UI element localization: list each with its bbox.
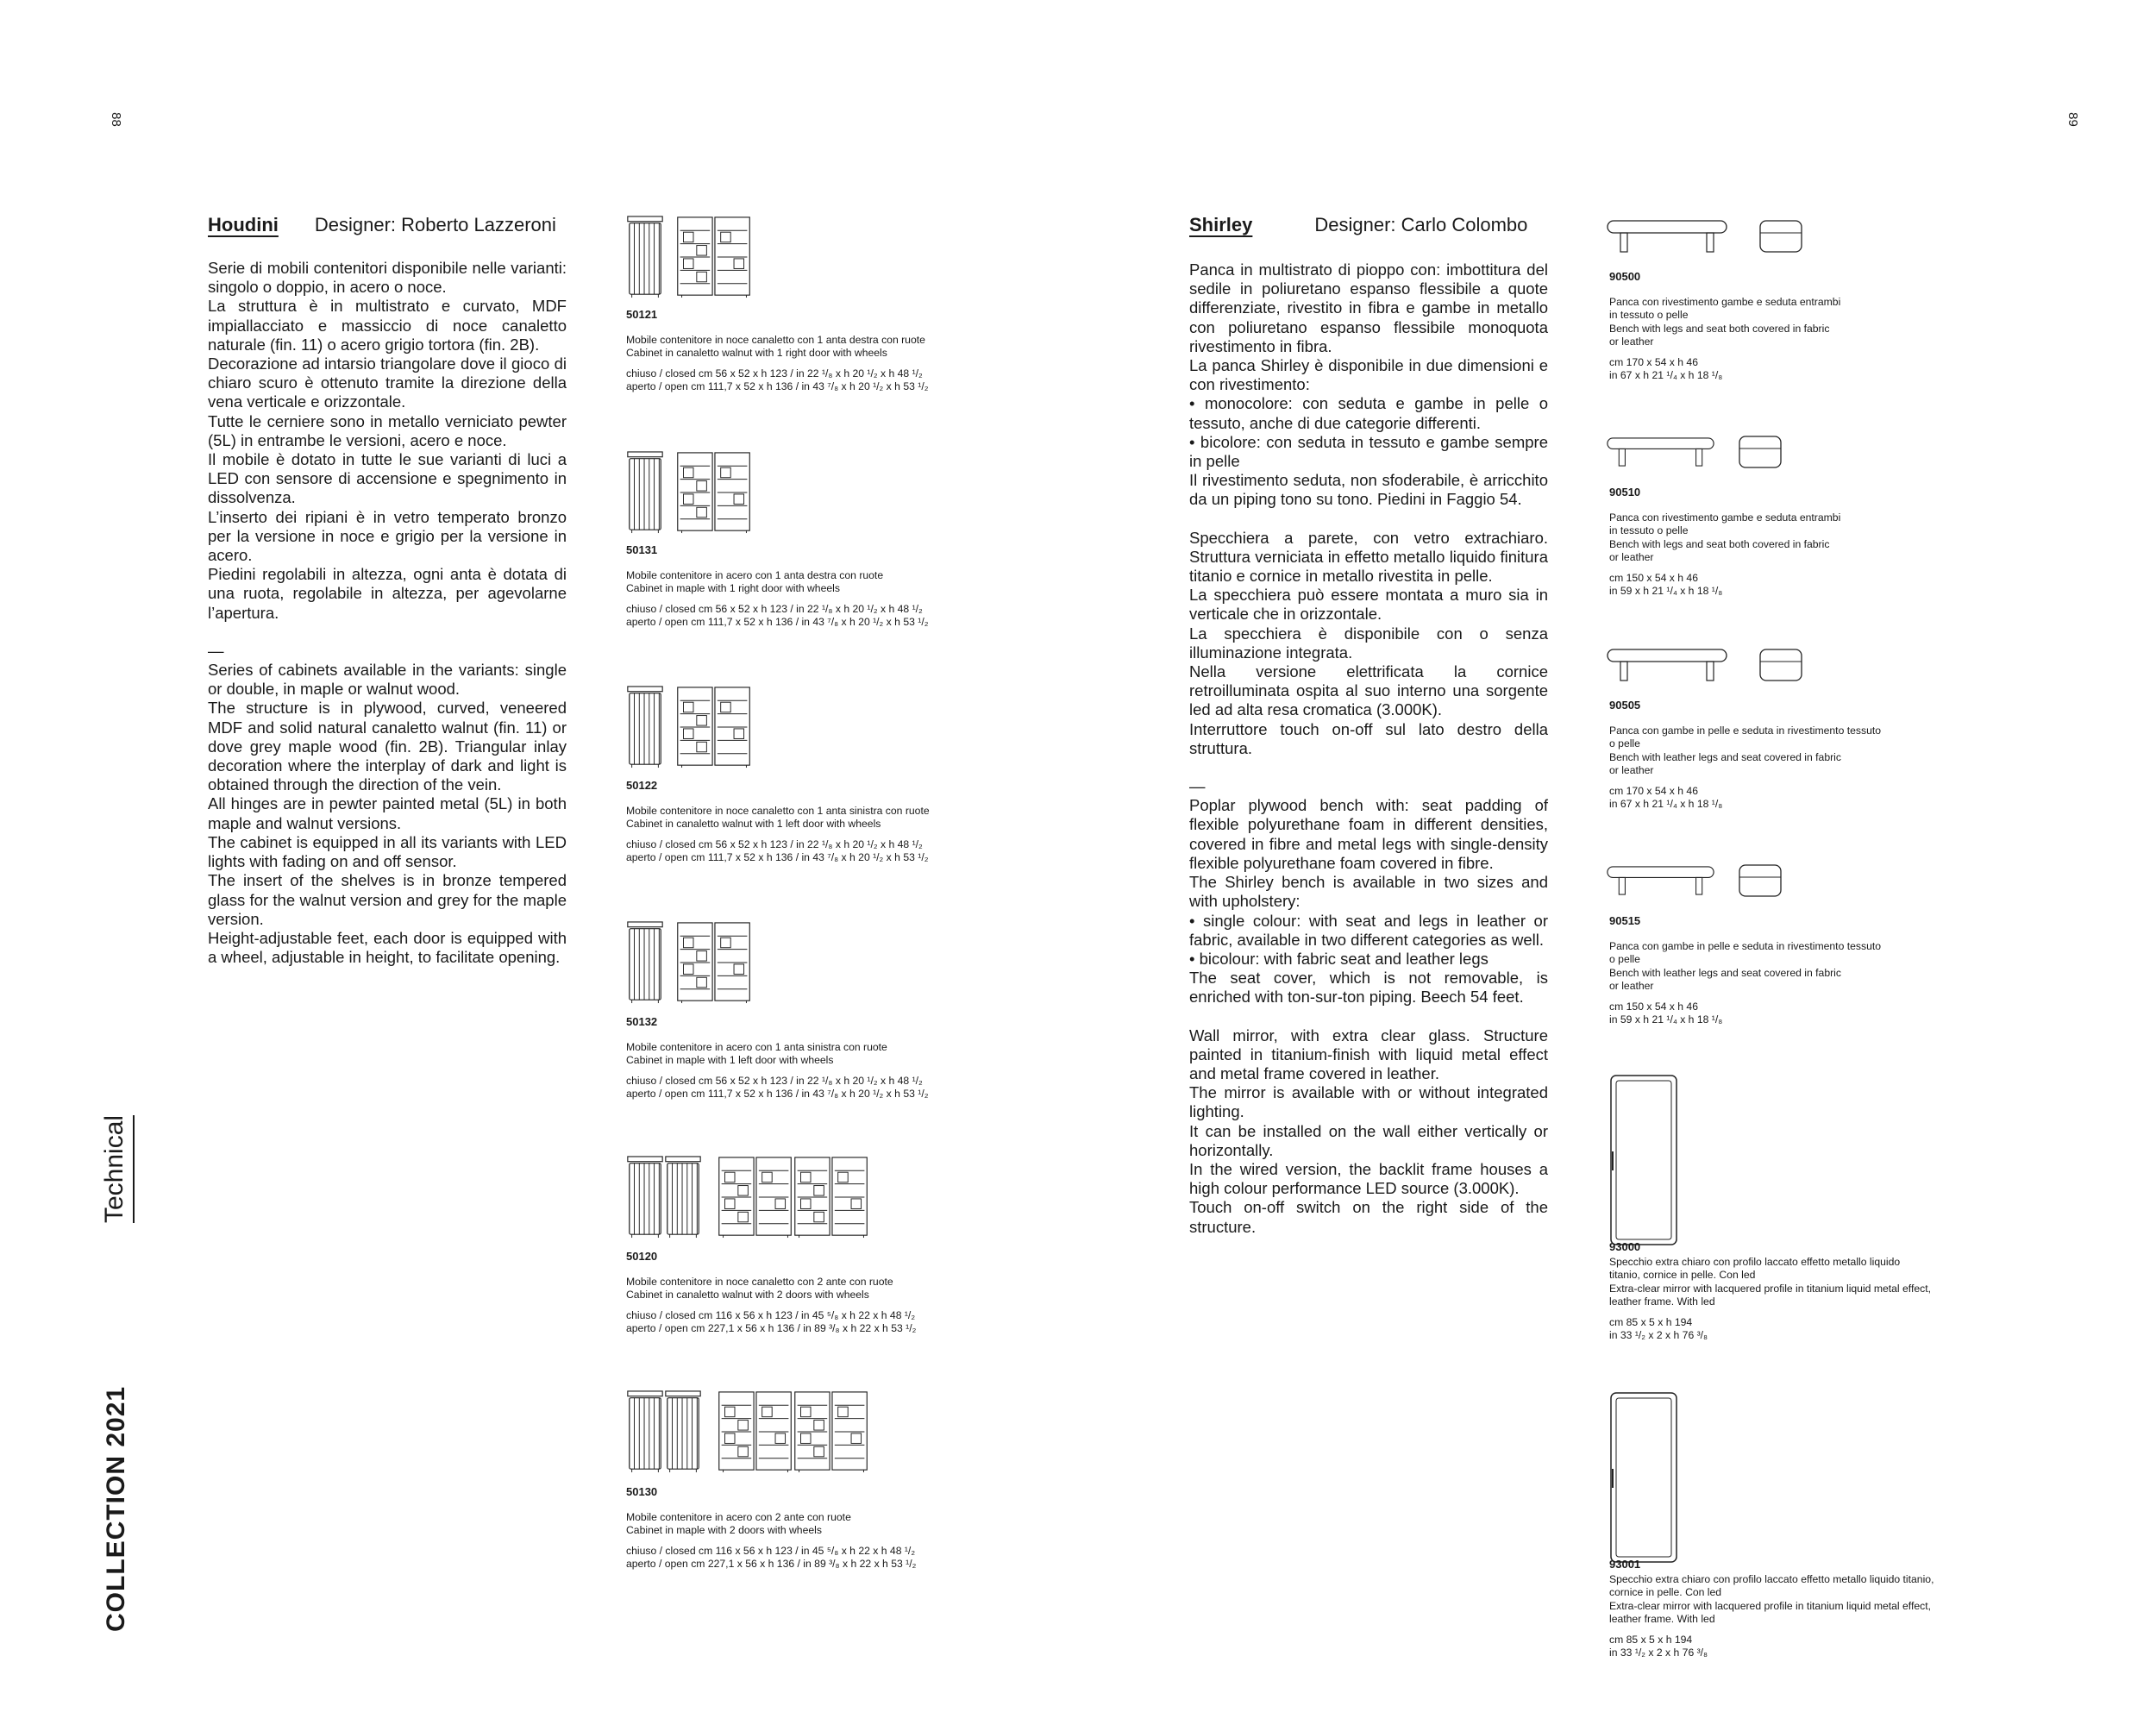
paragraph: Il rivestimento seduta, non sfoderabile, è arricchito da un piping tono su tono. Piedini in Faggio 54.	[1189, 471, 1548, 509]
paragraph: Series of cabinets available in the variants: single or double, in maple or walnut wood.	[208, 661, 567, 699]
bench-drawing-90510	[1607, 433, 1814, 471]
product-dims-closed: chiuso / closed cm 56 x 52 x h 123 / in 22 ¹/₈ x h 20 ¹/₂ x h 48 ¹/₂	[626, 367, 923, 380]
product-caption-93001	[1609, 1558, 1934, 1660]
product-desc-it: Mobile contenitore in noce canaletto con 2 ante con ruote	[626, 1275, 893, 1288]
product-desc-line: in tessuto o pelle	[1609, 309, 1689, 321]
product-desc-en: Cabinet in canaletto walnut with 1 right door with wheels	[626, 347, 887, 359]
product-desc-line: Bench with legs and seat both covered in fabric	[1609, 322, 1830, 335]
page-number-right: 89	[2065, 112, 2080, 127]
product-caption-50132	[626, 1015, 928, 1101]
cabinet-drawing-50121	[626, 216, 755, 298]
product-desc-it: Mobile contenitore in noce canaletto con 1 anta destra con ruote	[626, 333, 925, 346]
paragraph: Touch on-off switch on the right side of the structure.	[1189, 1198, 1548, 1236]
product-desc-line: or leather	[1609, 551, 1654, 563]
paragraph: In the wired version, the backlit frame houses a high colour performance LED source (3.000K).	[1189, 1159, 1548, 1198]
product-caption-90510	[1609, 486, 1840, 599]
paragraph: • single colour: with seat and legs in leather or fabric, available in two different categories as well.	[1189, 911, 1548, 949]
product-dims-cm: cm 170 x 54 x h 46	[1609, 355, 1698, 368]
paragraph: Specchiera a parete, con vetro extrachiaro. Struttura verniciata in effetto metallo liquido finitura titanio e cornice in metallo rivestita in pelle.	[1189, 528, 1548, 586]
product-dims-in: in 67 x h 21 ¹/₄ x h 18 ¹/₈	[1609, 369, 1723, 381]
paragraph: The Shirley bench is available in two sizes and with upholstery:	[1189, 873, 1548, 911]
product-desc-en: Cabinet in canaletto walnut with 1 left door with wheels	[626, 818, 881, 830]
product-dims-open: aperto / open cm 111,7 x 52 x h 136 / in 43 ⁷/₈ x h 20 ¹/₂ x h 53 ¹/₂	[626, 851, 929, 863]
product-code: 50131	[626, 543, 658, 556]
product-desc-line: cornice in pelle. Con led	[1609, 1586, 1722, 1598]
product-caption-90500	[1609, 270, 1840, 383]
houdini-heading	[208, 214, 556, 236]
product-desc-en: Cabinet in canaletto walnut with 2 doors with wheels	[626, 1289, 869, 1301]
product-dims-closed: chiuso / closed cm 116 x 56 x h 123 / in 45 ⁵/₈ x h 22 x h 48 ¹/₂	[626, 1308, 916, 1321]
cabinet-drawing-50122	[626, 686, 755, 768]
product-desc-line: leather frame. With led	[1609, 1295, 1715, 1308]
paragraph: Decorazione ad intarsio triangolare dove il gioco di chiaro scuro è ottenuto tramite la direzione della vena verticale e orizzontale.	[208, 354, 567, 411]
product-dims-in: in 59 x h 21 ¹/₄ x h 18 ¹/₈	[1609, 585, 1723, 597]
paragraph: Piedini regolabili in altezza, ogni anta è dotata di una ruota, regolabile in altezza, per agevolarne l’apertura.	[208, 565, 567, 622]
product-desc-line: Specchio extra chiaro con profilo laccato effetto metallo liquido titanio,	[1609, 1572, 1934, 1585]
shirley-description	[1189, 260, 1548, 1237]
houdini-description	[208, 259, 567, 967]
bench-drawing-90515	[1607, 862, 1814, 900]
product-desc-line: Bench with leather legs and seat covered in fabric	[1609, 750, 1841, 763]
product-dims-in: in 67 x h 21 ¹/₄ x h 18 ¹/₈	[1609, 798, 1723, 810]
product-code: 93000	[1609, 1240, 1641, 1253]
paragraph: L’inserto dei ripiani è in vetro temperato bronzo per la versione in noce e grigio per la versione in acero.	[208, 507, 567, 565]
product-desc-line: Panca con rivestimento gambe e seduta entrambi	[1609, 295, 1841, 308]
product-desc-line: in tessuto o pelle	[1609, 524, 1689, 536]
paragraph: All hinges are in pewter painted metal (5L) in both maple and walnut versions.	[208, 794, 567, 832]
paragraph: Serie di mobili contenitori disponibile nelle varianti: singolo o doppio, in acero o noce.	[208, 259, 567, 297]
product-desc-line: Extra-clear mirror with lacquered profile in titanium liquid metal effect,	[1609, 1282, 1931, 1295]
product-desc-line: Specchio extra chiaro con profilo laccato effetto metallo liquido	[1609, 1255, 1901, 1268]
product-caption-50131	[626, 543, 928, 630]
product-dims-open: aperto / open cm 227,1 x 56 x h 136 / in 89 ³/₈ x h 22 x h 53 ¹/₂	[626, 1558, 917, 1570]
paragraph: • monocolore: con seduta e gambe in pelle o tessuto, anche di due categorie differenti.	[1189, 394, 1548, 432]
product-dims-closed: chiuso / closed cm 56 x 52 x h 123 / in 22 ¹/₈ x h 20 ¹/₂ x h 48 ¹/₂	[626, 602, 923, 615]
product-desc-line: o pelle	[1609, 737, 1640, 750]
product-desc-line: leather frame. With led	[1609, 1613, 1715, 1625]
product-dims-closed: chiuso / closed cm 56 x 52 x h 123 / in 22 ¹/₈ x h 20 ¹/₂ x h 48 ¹/₂	[626, 1074, 923, 1087]
product-dims-closed: chiuso / closed cm 56 x 52 x h 123 / in 22 ¹/₈ x h 20 ¹/₂ x h 48 ¹/₂	[626, 837, 923, 850]
shirley-designer: Designer: Carlo Colombo	[1314, 214, 1528, 235]
separator-dash: —	[1189, 777, 1206, 796]
product-dims-cm: cm 170 x 54 x h 46	[1609, 784, 1698, 797]
product-desc-line: or leather	[1609, 336, 1654, 348]
cabinet-drawing-50131	[626, 451, 755, 534]
product-code: 93001	[1609, 1558, 1641, 1571]
product-caption-50122	[626, 779, 930, 865]
product-dims-cm: cm 85 x 5 x h 194	[1609, 1633, 1693, 1646]
shirley-heading	[1189, 214, 1527, 236]
product-dims-cm: cm 150 x 54 x h 46	[1609, 571, 1698, 584]
paragraph: Poplar plywood bench with: seat padding of flexible polyurethane foam in different densities, covered in fibre and metal legs with single-density flexible polyurethane foam covered in fibre.	[1189, 796, 1548, 872]
product-code: 90515	[1609, 914, 1641, 927]
cabinet-drawing-50132	[626, 921, 755, 1004]
product-desc-it: Mobile contenitore in acero con 1 anta destra con ruote	[626, 568, 884, 581]
product-dims-closed: chiuso / closed cm 116 x 56 x h 123 / in 45 ⁵/₈ x h 22 x h 48 ¹/₂	[626, 1544, 916, 1557]
product-code: 90500	[1609, 270, 1641, 283]
product-dims-in: in 59 x h 21 ¹/₄ x h 18 ¹/₈	[1609, 1013, 1723, 1026]
product-caption-90515	[1609, 914, 1881, 1027]
paragraph: Il mobile è dotato in tutte le sue varianti di luci a LED con sensore di accensione e spegnimento in dissolvenza.	[208, 450, 567, 507]
cabinet-drawing-50120	[626, 1156, 876, 1239]
product-desc-line: or leather	[1609, 980, 1654, 992]
product-desc-line: Panca con gambe in pelle e seduta in rivestimento tessuto	[1609, 939, 1882, 952]
paragraph: Nella versione elettrificata la cornice retroilluminata ospita al suo interno una sorgente led ad alta resa cromatica (3.000K).	[1189, 662, 1548, 719]
paragraph: • bicolour: with fabric seat and leather legs	[1189, 949, 1489, 968]
paragraph: Wall mirror, with extra clear glass. Structure painted in titanium-finish with liquid metal effect and metal frame covered in leather.	[1189, 1026, 1548, 1082]
product-desc-line: Bench with legs and seat both covered in fabric	[1609, 537, 1830, 550]
paragraph: The cabinet is equipped in all its variants with LED lights with fading on and off sensor.	[208, 832, 567, 871]
product-desc-line: o pelle	[1609, 953, 1640, 965]
mirror-drawing-93000	[1609, 1074, 1678, 1246]
paragraph: La specchiera è disponibile con o senza illuminazione integrata.	[1189, 624, 1548, 662]
bench-drawing-90500	[1607, 217, 1814, 255]
product-code: 90505	[1609, 699, 1641, 712]
product-desc-it: Mobile contenitore in noce canaletto con 1 anta sinistra con ruote	[626, 804, 930, 817]
paragraph: The seat cover, which is not removable, is enriched with ton-sur-ton piping. Beech 54 feet.	[1189, 969, 1548, 1007]
product-dims-cm: cm 150 x 54 x h 46	[1609, 1000, 1698, 1013]
paragraph: The structure is in plywood, curved, veneered MDF and solid natural canaletto walnut (fin. 11) or dove grey maple wood (fin. 2B). Triangular inlay decoration where the interplay of dark and light is obtained through the direction of the vein.	[208, 699, 567, 794]
paragraph: Panca in multistrato di pioppo con: imbottitura del sedile in poliuretano espanso flessibile a quote differenziate, rivestito in fibra e gambe in metallo con poliuretano espanso flessibile monoquota rivestimento in fibra.	[1189, 260, 1548, 355]
product-dims-in: in 33 ¹/₂ x 2 x h 76 ³/₈	[1609, 1647, 1708, 1659]
paragraph: La struttura è in multistrato e curvato, MDF impiallacciato e massiccio di noce canaletto naturale (fin. 11) o acero grigio tortora (fin. 2B).	[208, 297, 567, 354]
product-dims-open: aperto / open cm 111,7 x 52 x h 136 / in 43 ⁷/₈ x h 20 ¹/₂ x h 53 ¹/₂	[626, 380, 929, 392]
houdini-designer: Designer: Roberto Lazzeroni	[314, 214, 556, 235]
houdini-title: Houdini	[208, 214, 279, 235]
product-desc-line: titanio, cornice in pelle. Con led	[1609, 1269, 1756, 1281]
paragraph: The mirror is available with or without integrated lighting.	[1189, 1083, 1548, 1121]
product-desc-line: Extra-clear mirror with lacquered profile in titanium liquid metal effect,	[1609, 1599, 1931, 1612]
product-desc-line: Panca con gambe in pelle e seduta in rivestimento tessuto	[1609, 724, 1882, 737]
product-desc-line: or leather	[1609, 764, 1654, 776]
paragraph: La specchiera può essere montata a muro sia in verticale che in orizzontale.	[1189, 586, 1548, 624]
shirley-title: Shirley	[1189, 214, 1253, 235]
product-dims-open: aperto / open cm 111,7 x 52 x h 136 / in 43 ⁷/₈ x h 20 ¹/₂ x h 53 ¹/₂	[626, 616, 929, 628]
product-code: 50132	[626, 1015, 658, 1028]
product-desc-line: Panca con rivestimento gambe e seduta entrambi	[1609, 511, 1841, 524]
product-desc-en: Cabinet in maple with 1 left door with wheels	[626, 1054, 834, 1066]
product-caption-50121	[626, 308, 928, 394]
mirror-drawing-93001	[1609, 1391, 1678, 1564]
paragraph: • bicolore: con seduta in tessuto e gambe sempre in pelle	[1189, 432, 1548, 471]
cabinet-drawing-50130	[626, 1390, 876, 1473]
paragraph: It can be installed on the wall either vertically or horizontally.	[1189, 1121, 1548, 1159]
product-caption-93000	[1609, 1240, 1931, 1343]
product-code: 50121	[626, 308, 658, 321]
product-desc-it: Mobile contenitore in acero con 2 ante con ruote	[626, 1510, 851, 1523]
product-caption-90505	[1609, 699, 1881, 812]
product-dims-open: aperto / open cm 227,1 x 56 x h 136 / in 89 ³/₈ x h 22 x h 53 ¹/₂	[626, 1322, 917, 1334]
side-label-technical: Technical	[100, 1115, 135, 1223]
product-code: 90510	[1609, 486, 1641, 499]
paragraph: La panca Shirley è disponibile in due dimensioni e con rivestimento:	[1189, 356, 1548, 394]
bench-drawing-90505	[1607, 646, 1814, 684]
paragraph: Interruttore touch on-off sul lato destro della struttura.	[1189, 719, 1548, 757]
product-dims-open: aperto / open cm 111,7 x 52 x h 136 / in 43 ⁷/₈ x h 20 ¹/₂ x h 53 ¹/₂	[626, 1088, 929, 1100]
product-dims-cm: cm 85 x 5 x h 194	[1609, 1315, 1693, 1328]
product-desc-line: Bench with leather legs and seat covered in fabric	[1609, 966, 1841, 979]
product-desc-en: Cabinet in maple with 1 right door with wheels	[626, 582, 840, 594]
product-desc-en: Cabinet in maple with 2 doors with wheels	[626, 1524, 822, 1536]
product-caption-50120	[626, 1250, 916, 1336]
product-dims-in: in 33 ¹/₂ x 2 x h 76 ³/₈	[1609, 1329, 1708, 1341]
product-desc-it: Mobile contenitore in acero con 1 anta sinistra con ruote	[626, 1040, 887, 1053]
page-number-left: 88	[108, 112, 123, 127]
product-code: 50120	[626, 1250, 658, 1263]
product-code: 50130	[626, 1485, 658, 1498]
side-label-collection: COLLECTION 2021	[102, 1385, 130, 1632]
product-caption-50130	[626, 1485, 916, 1571]
paragraph: Tutte le cerniere sono in metallo verniciato pewter (5L) in entrambe le versioni, acero e noce.	[208, 411, 567, 449]
separator-dash: —	[208, 641, 224, 660]
product-code: 50122	[626, 779, 658, 792]
paragraph: The insert of the shelves is in bronze tempered glass for the walnut version and grey for the maple version.	[208, 871, 567, 928]
paragraph: Height-adjustable feet, each door is equipped with a wheel, adjustable in height, to facilitate opening.	[208, 928, 567, 967]
